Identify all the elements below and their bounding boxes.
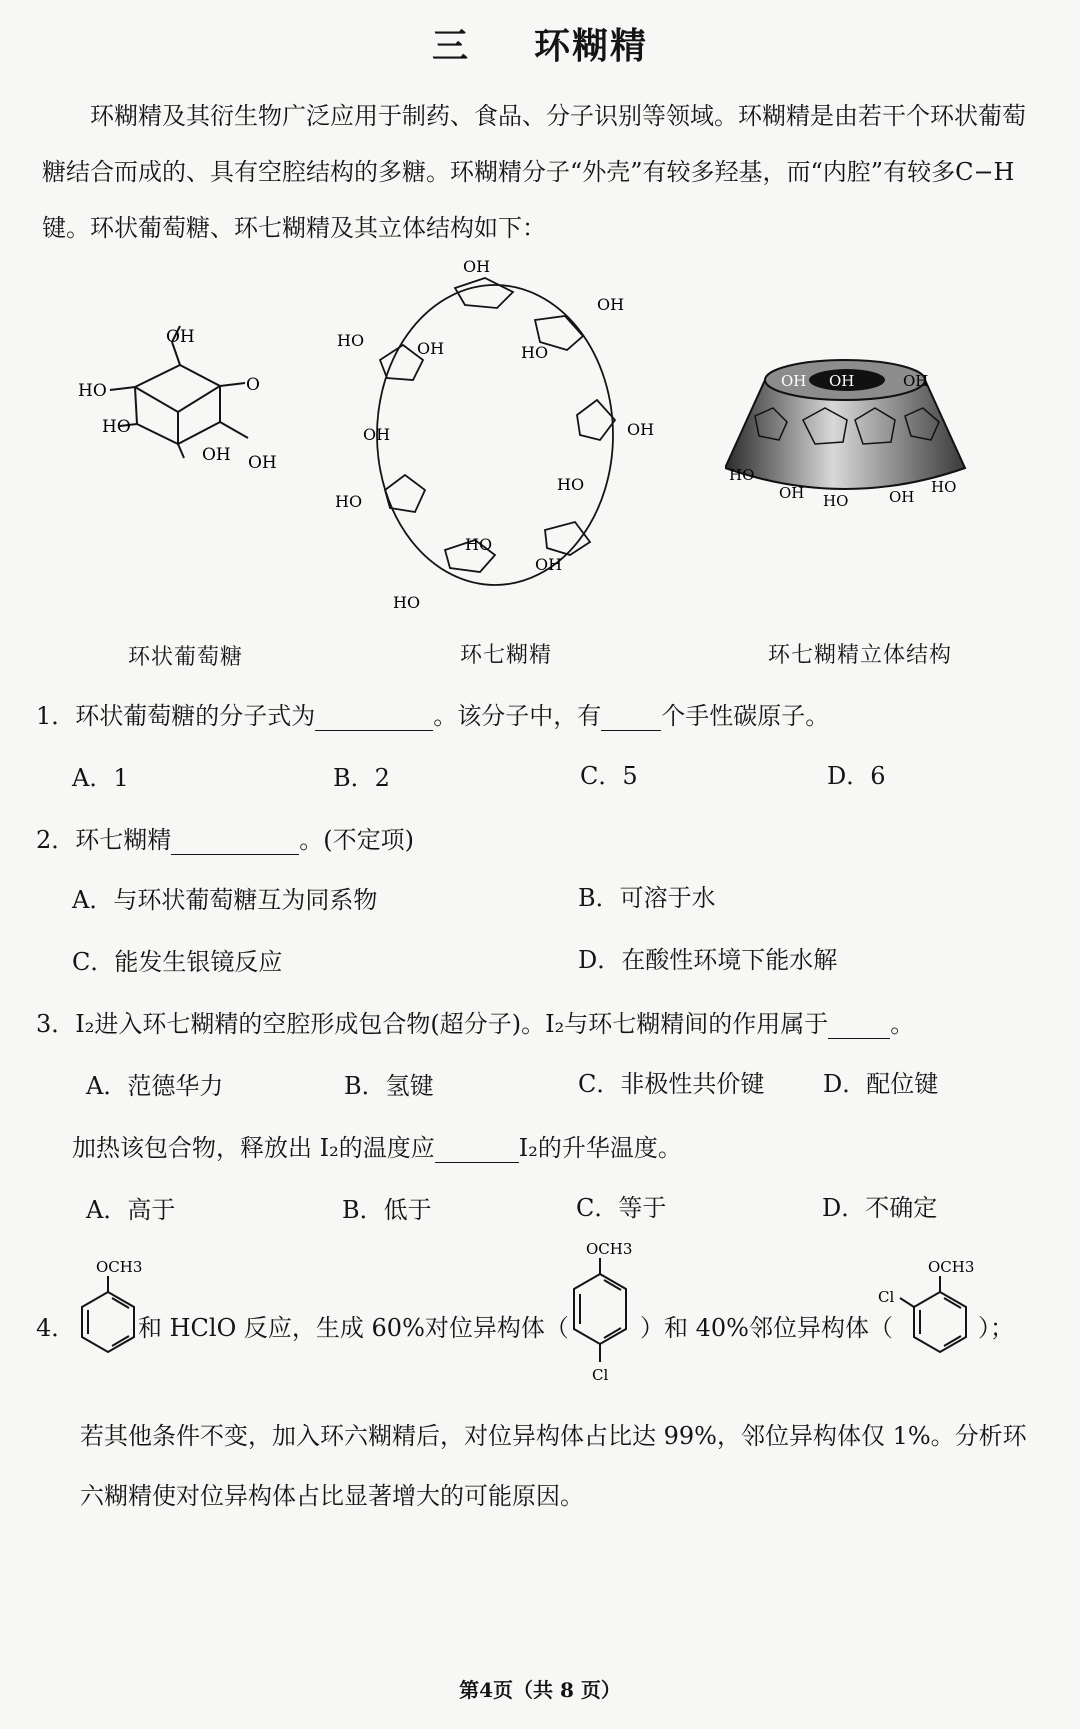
cd-oh-5: OH <box>363 425 391 444</box>
ortho-cl: Cl <box>878 1288 895 1306</box>
section-title-text: 环糊精 <box>534 25 649 67</box>
para-cl: Cl <box>592 1366 609 1384</box>
q2-text-a: 环七糊精 <box>75 826 172 854</box>
q1-stem <box>36 696 829 731</box>
q3-stem <box>36 1004 914 1039</box>
cd-oh-6: OH <box>535 555 563 574</box>
q3-option-d[interactable]: D．配位键 <box>823 1070 939 1098</box>
cd-ho-5: HO <box>521 343 549 362</box>
glucose-structure <box>70 320 320 490</box>
q1-option-c[interactable]: C．5 <box>580 762 638 790</box>
cd-ho-6: HO <box>465 535 493 554</box>
q1-number: 1． <box>36 702 76 730</box>
cd3d-ho-2: HO <box>823 492 849 510</box>
q1-text-b: 。该分子中，有 <box>433 702 602 730</box>
anisole-och3: OCH3 <box>96 1258 143 1276</box>
q3-sub-text-a: 加热该包合物，释放出 I₂的温度应 <box>72 1134 435 1162</box>
q3-number: 3． <box>36 1010 76 1038</box>
q3-sub-text-b: I₂的升华温度。 <box>518 1134 682 1162</box>
q3-option-b[interactable]: B．氢键 <box>344 1072 434 1100</box>
glucose-ho-left1: HO <box>78 381 107 401</box>
q4-text-c: ）； <box>978 1314 1014 1342</box>
cd-oh-3: OH <box>417 339 445 358</box>
q2-option-b[interactable]: B．可溶于水 <box>578 884 716 912</box>
q3-text-b: 。 <box>890 1010 915 1038</box>
cd-oh-2: OH <box>597 295 625 314</box>
q1-blank-chiral[interactable] <box>601 702 661 731</box>
cd-oh-4: OH <box>627 420 655 439</box>
cd3d-ho-1: HO <box>729 466 755 484</box>
ortho-och3: OCH3 <box>928 1258 975 1276</box>
q2-option-d[interactable]: D．在酸性环境下能水解 <box>578 946 838 974</box>
ortho-isomer-structure <box>876 1258 986 1368</box>
intro-paragraph: 环糊精及其衍生物广泛应用于制药、食品、分子识别等领域。环糊精是由若干个环状葡萄糖结合而成的、具有空腔结构的多糖。环糊精分子“外壳”有较多羟基，而“内腔”有较多C−H键。环状葡萄糖、环七糊精及其立体结构如下： <box>42 102 1026 242</box>
cd-ho-2: HO <box>335 492 363 511</box>
cd3d-oh-3: OH <box>903 372 929 390</box>
q1-option-d[interactable]: D．6 <box>827 762 886 790</box>
para-isomer-structure <box>560 1240 640 1388</box>
para-och3: OCH3 <box>586 1240 633 1258</box>
glucose-oh-top: OH <box>166 327 195 347</box>
cd-ho-1: HO <box>337 331 365 350</box>
q3-sub-option-a[interactable]: A．高于 <box>86 1196 176 1224</box>
cd-oh-1: OH <box>463 257 491 276</box>
q4-text-d: 若其他条件不变，加入环六糊精后，对位异构体占比达 99%，邻位异构体仅 1%。分析环六糊精使对位异构体占比显著增大的可能原因。 <box>80 1422 1027 1510</box>
q1-text-a: 环状葡萄糖的分子式为 <box>75 702 316 730</box>
glucose-oh-bottom2: OH <box>248 453 277 473</box>
cd3d-oh-2: OH <box>829 372 855 390</box>
q2-text-b: 。(不定项) <box>299 826 415 854</box>
cd-ho-4: HO <box>393 593 421 612</box>
q3-option-c[interactable]: C．非极性共价键 <box>578 1070 765 1098</box>
q2-option-c[interactable]: C．能发生银镜反应 <box>72 948 283 976</box>
cd3d-ho-3: HO <box>931 478 957 496</box>
section-number: 三 <box>431 25 470 67</box>
q2-blank[interactable] <box>171 826 299 855</box>
glucose-ho-left2: HO <box>102 417 131 437</box>
cd3d-oh-1: OH <box>781 372 807 390</box>
beta-cyclodextrin-structure <box>335 250 655 620</box>
q3-sub-option-b[interactable]: B．低于 <box>342 1196 432 1224</box>
q3-sub-option-d[interactable]: D．不确定 <box>822 1194 938 1222</box>
q1-option-a[interactable]: A．1 <box>72 764 129 792</box>
beta-cd-3d-structure <box>725 350 975 520</box>
q4-number: 4． <box>36 1314 76 1342</box>
q2-number: 2． <box>36 826 76 854</box>
q3-text-a: I₂进入环七糊精的空腔形成包合物(超分子)。I₂与环七糊精间的作用属于 <box>75 1010 829 1038</box>
page-footer: 第4页（共 8 页） <box>459 1678 621 1702</box>
section-title <box>0 18 1080 69</box>
q1-blank-formula[interactable] <box>315 702 433 731</box>
beta-cd-caption: 环七糊精 <box>460 643 553 668</box>
q2-option-a[interactable]: A．与环状葡萄糖互为同系物 <box>72 886 378 914</box>
cd-ho-3: HO <box>557 475 585 494</box>
beta-cd-3d-caption: 环七糊精立体结构 <box>768 643 953 668</box>
cd3d-oh-4: OH <box>779 484 805 502</box>
q1-option-b[interactable]: B．2 <box>333 764 390 792</box>
q3-sub-option-c[interactable]: C．等于 <box>576 1194 667 1222</box>
q4-text-b: ）和 40%邻位异构体（ <box>640 1314 893 1342</box>
glucose-caption: 环状葡萄糖 <box>128 645 244 670</box>
glucose-ring-o: O <box>246 375 260 395</box>
q3-blank[interactable] <box>828 1010 890 1039</box>
q3-sub-blank[interactable] <box>435 1134 519 1163</box>
q3-sub-stem <box>72 1128 682 1163</box>
q4-text-a: 和 HClO 反应，生成 60%对位异构体（ <box>138 1314 569 1342</box>
q2-stem <box>36 820 414 855</box>
q1-text-c: 个手性碳原子。 <box>661 702 830 730</box>
glucose-oh-bottom1: OH <box>202 445 231 465</box>
q3-option-a[interactable]: A．范德华力 <box>86 1072 224 1100</box>
cd3d-oh-5: OH <box>889 488 915 506</box>
